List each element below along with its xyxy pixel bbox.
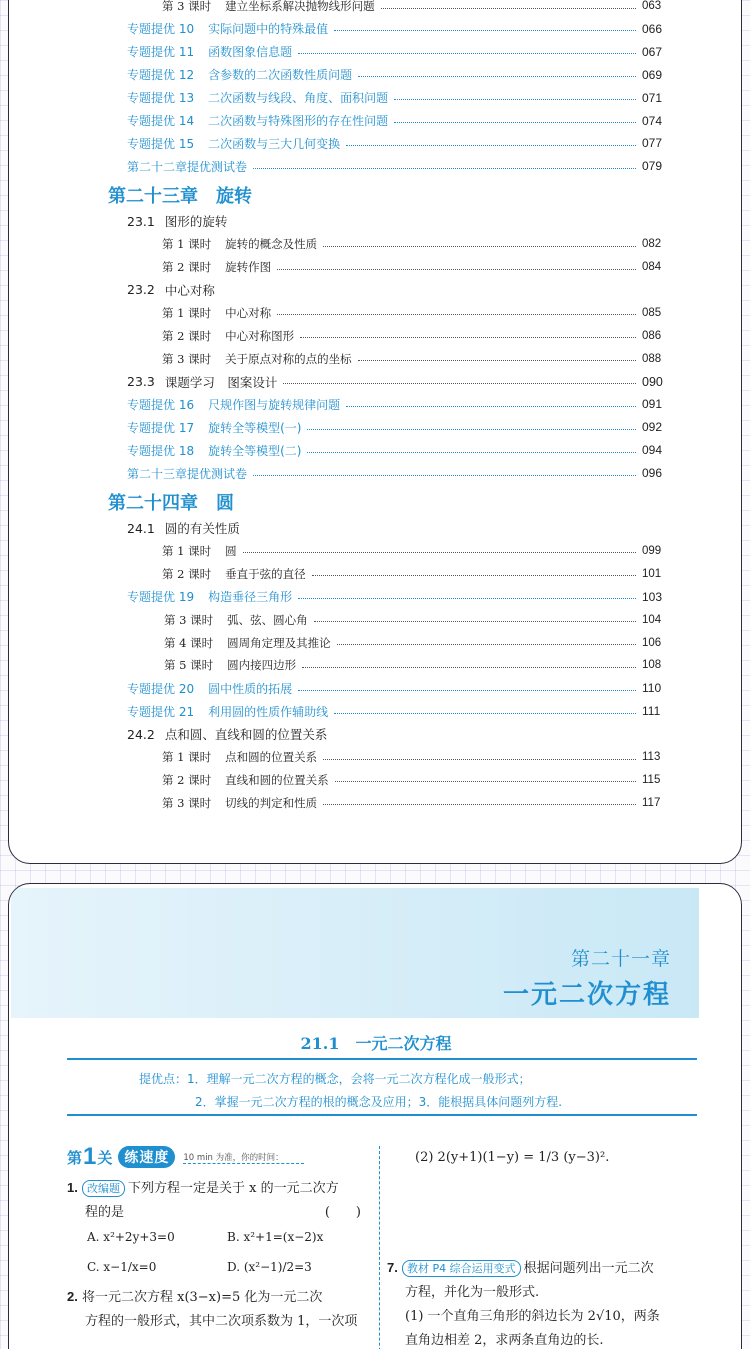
dot-leader [394, 99, 636, 100]
toc-entry-topic[interactable] [127, 156, 672, 176]
toc-entry-topic[interactable] [127, 65, 672, 85]
toc-entry-lesson[interactable] [162, 770, 672, 790]
toc-entry-section[interactable] [127, 280, 672, 300]
dot-leader [277, 269, 636, 270]
toc-entry-label: 24.2 [127, 726, 155, 742]
toc-entry-section[interactable] [127, 518, 672, 538]
dot-leader [334, 713, 636, 714]
question-7-tag: 教材 P4 综合运用变式 [402, 1260, 521, 1277]
toc-entry-title: 点和圆、直线和圆的位置关系 [164, 727, 328, 743]
divider-bottom [67, 1114, 697, 1116]
toc-entry-lesson[interactable] [162, 541, 672, 561]
toc-entry-label: 第 2 课时 [162, 566, 212, 581]
toc-entry-title: 垂直于弦的直径 [225, 566, 306, 581]
dot-leader [312, 575, 636, 576]
toc-entry-title: 利用圆的性质作辅助线 [208, 704, 329, 719]
toc-entry-page: 088 [642, 352, 662, 365]
toc-entry-title: 点和圆的位置关系 [225, 750, 318, 764]
question-2 [67, 1285, 369, 1334]
option-d: D. (x²−1)/2=3 [227, 1260, 312, 1274]
toc-entry-title: 二次函数与特殊图形的存在性问题 [208, 114, 389, 128]
toc-entry-label: 专题提优 15 [127, 136, 195, 151]
question-1 [67, 1176, 369, 1279]
toc-entry-label: 23.2 [127, 282, 155, 298]
toc-entry-section[interactable] [127, 211, 672, 231]
toc-entry-title: 尺规作图与旋转规律问题 [208, 397, 341, 412]
toc-entry-page: 115 [642, 773, 661, 786]
toc-entry-label: 第 4 课时 [164, 635, 214, 650]
toc-entry-title: 实际问题中的特殊最值 [208, 22, 329, 37]
toc-entry-title: 旋转全等模型(一) [208, 420, 302, 435]
toc-entry-label: 24.1 [127, 520, 155, 536]
toc-entry-title: 课题学习 图案设计 [164, 374, 278, 390]
question-2-text: 将一元二次方程 x(3−x)=5 化为一元二次 [81, 1290, 323, 1305]
toc-entry-title: 构造垂径三角形 [208, 590, 293, 605]
toc-entry-page: 103 [642, 589, 663, 604]
toc-entry-lesson[interactable] [162, 326, 672, 346]
toc-entry-topic[interactable] [127, 111, 672, 131]
toc-entry-label: 专题提优 18 [127, 443, 195, 458]
dot-leader [358, 76, 636, 77]
dot-leader [346, 145, 636, 146]
toc-entry-topic[interactable] [127, 587, 672, 607]
question-7-sub-1-cont: 直角边相差 2，求两条直角边的长. [405, 1333, 604, 1348]
toc-entry-page: 113 [642, 751, 661, 763]
toc-entry-label: 专题提优 20 [127, 681, 195, 696]
toc-entry-title: 函数图象信息题 [208, 45, 293, 60]
chapter-page-card [8, 883, 742, 1349]
level-header [67, 1144, 369, 1170]
dot-leader [335, 781, 636, 782]
question-1-tag: 改编题 [82, 1180, 125, 1197]
toc-entry-label: 第 1 课时 [162, 750, 212, 764]
dot-leader [314, 621, 636, 622]
toc-entry-label: 第 2 课时 [162, 772, 212, 787]
toc-entry-page: 063 [642, 0, 662, 12]
toc-entry-topic[interactable] [127, 701, 672, 721]
toc-entry-section[interactable] [127, 372, 672, 392]
dot-leader [253, 168, 636, 169]
dot-leader [298, 690, 636, 691]
toc-entry-topic[interactable] [127, 440, 672, 460]
toc-entry-label: 第 2 课时 [162, 328, 212, 343]
left-column [67, 1144, 369, 1334]
toc-entry-title: 圆周角定理及其推论 [227, 635, 331, 650]
level-di: 第 [67, 1148, 83, 1167]
toc-entry-title: 含参数的二次函数性质问题 [208, 68, 353, 83]
toc-entry-label: 第二十三章提优测试卷 [127, 466, 248, 481]
toc-entry-page: 082 [642, 238, 662, 251]
toc-entry-label: 专题提优 21 [127, 704, 195, 719]
dot-leader [298, 53, 636, 54]
dot-leader [307, 429, 636, 430]
question-7-sub-1: (1) 一个直角三角形的斜边长为 2√10，两条 [405, 1309, 660, 1324]
toc-entry-title: 圆 [225, 543, 237, 558]
chapter-heading [108, 489, 234, 515]
chapter-banner [11, 888, 699, 1018]
chapter-heading-title: 旋转 [216, 186, 252, 208]
toc-entry-lesson[interactable] [162, 349, 672, 369]
toc-entry-topic[interactable] [127, 133, 672, 153]
dot-leader [334, 30, 636, 31]
option-a: A. x²+2y+3=0 [87, 1230, 175, 1244]
goals-line-2: 2．掌握一元二次方程的根的概念及应用；3．能根据具体问题列方程. [195, 1095, 563, 1109]
option-b: B. x²+1=(x−2)x [227, 1230, 324, 1244]
toc-entry-label: 第 5 课时 [164, 658, 214, 673]
toc-entry-title: 中心对称 [225, 305, 272, 320]
toc-entry-title: 直线和圆的位置关系 [225, 772, 329, 787]
toc-entry-page: 096 [642, 466, 663, 481]
toc-entry-label: 第 3 课时 [164, 612, 214, 627]
toc-entry-label: 第 3 课时 [162, 795, 212, 810]
toc-entry-lesson[interactable] [162, 234, 672, 254]
toc-entry-page: 069 [642, 67, 663, 82]
toc-entry-page: 066 [642, 21, 663, 36]
equation-part-2: (2) 2(y+1)(1−y) = 1/3 (y−3)². [415, 1150, 610, 1165]
toc-entry-lesson[interactable] [164, 655, 672, 675]
toc-entry-lesson[interactable] [164, 633, 672, 653]
toc-entry-label: 专题提优 16 [127, 397, 195, 412]
toc-entry-page: 085 [642, 306, 662, 319]
toc-entry-label: 专题提优 19 [127, 590, 195, 605]
dot-leader [323, 759, 636, 760]
toc-entry-page: 106 [642, 636, 662, 649]
toc-entry-topic[interactable] [127, 42, 672, 62]
toc-entry-label: 第 1 课时 [162, 237, 212, 252]
dot-leader [323, 804, 636, 805]
right-column [387, 1146, 697, 1349]
column-divider [379, 1146, 380, 1349]
toc-entry-title: 二次函数与三大几何变换 [208, 136, 341, 151]
toc-entry-page: 110 [642, 681, 662, 696]
toc-entry-page: 091 [642, 397, 663, 412]
question-1-text: 下列方程一定是关于 x 的一元二次方 [127, 1181, 339, 1196]
toc-entry-topic[interactable] [127, 417, 672, 437]
toc-entry-topic[interactable] [127, 88, 672, 108]
time-note: 10 min 为准，你的时间： [183, 1151, 303, 1164]
chapter-heading-number: 第二十四章 [108, 493, 198, 514]
toc-entry-title: 旋转全等模型(二) [208, 443, 302, 458]
option-c: C. x−1/x=0 [87, 1260, 157, 1274]
toc-entry-page: 117 [642, 796, 661, 809]
dot-leader [381, 8, 636, 9]
question-7-text-2: 方程，并化为一般形式. [405, 1285, 540, 1300]
level-name-badge: 练速度 [118, 1146, 175, 1168]
toc-entry-label: 23.3 [127, 374, 155, 389]
toc-entry-label: 第二十二章提优测试卷 [127, 159, 248, 174]
dot-leader [283, 383, 636, 384]
toc-entry-label: 专题提优 13 [127, 91, 195, 106]
dot-leader [253, 475, 636, 476]
toc-entry-label: 专题提优 11 [127, 45, 195, 60]
dot-leader [277, 314, 636, 315]
chapter-heading-title: 圆 [216, 493, 234, 514]
toc-entry-title: 圆中性质的拓展 [208, 681, 293, 696]
toc-entry-page: 079 [642, 159, 663, 174]
toc-entry-title: 旋转作图 [225, 260, 272, 274]
chapter-number: 第二十一章 [570, 948, 671, 970]
toc-entry-page: 071 [642, 90, 663, 105]
toc-entry-label: 第 3 课时 [162, 0, 212, 13]
toc-entry-page: 086 [642, 329, 662, 342]
toc-entry-title: 切线的判定和性质 [225, 795, 318, 810]
divider-top [67, 1058, 697, 1060]
toc-entry-title: 中心对称 [164, 282, 215, 298]
toc-entry-lesson[interactable] [162, 564, 672, 584]
level-guan: 关 [97, 1148, 113, 1167]
toc-entry-title: 图形的旋转 [164, 214, 228, 230]
toc-entry-page: 077 [642, 136, 663, 151]
question-2-text-2: 方程的一般形式，其中二次项系数为 1，一次项 [85, 1314, 358, 1329]
toc-entry-topic[interactable] [127, 678, 672, 698]
toc-entry-label: 第 1 课时 [162, 305, 212, 320]
toc-entry-label: 第 3 课时 [162, 351, 212, 366]
toc-entry-page: 094 [642, 443, 663, 458]
toc-entry-page: 067 [642, 44, 663, 59]
toc-entry-label: 第 2 课时 [162, 260, 212, 274]
question-1-number: 1. [67, 1180, 78, 1195]
toc-entry-page: 092 [642, 420, 663, 435]
question-7-number: 7. [387, 1260, 398, 1275]
toc-entry-label: 专题提优 14 [127, 114, 195, 128]
goals-line-1: 提优点：1．理解一元二次方程的概念，会将一元二次方程化成一般形式； [139, 1072, 531, 1086]
toc-entry-topic[interactable] [127, 394, 672, 414]
toc-entry-topic[interactable] [127, 19, 672, 39]
toc-entry-page: 084 [642, 261, 662, 273]
answer-parenthesis: ( ) [324, 1205, 361, 1220]
question-1-text-2: 程的是 [85, 1205, 125, 1220]
toc-entry-page: 074 [642, 113, 663, 128]
dot-leader [337, 644, 636, 645]
toc-entry-title: 关于原点对称的点的坐标 [225, 351, 352, 366]
dot-leader [243, 552, 636, 553]
toc-entry-section[interactable] [127, 724, 672, 744]
toc-entry-title: 旋转的概念及性质 [225, 237, 318, 252]
chapter-heading-number: 第二十三章 [108, 186, 198, 208]
toc-entry-page: 104 [642, 613, 662, 626]
level-number: 1 [83, 1143, 97, 1170]
dot-leader [394, 122, 636, 123]
toc-entry-title: 圆的有关性质 [164, 521, 240, 536]
toc-entry-title: 建立坐标系解决抛物线形问题 [225, 0, 375, 13]
toc-entry-title: 圆内接四边形 [227, 658, 297, 673]
question-7-text: 根据问题列出一元二次 [523, 1261, 654, 1276]
toc-entry-page: 108 [642, 659, 662, 672]
toc-entry-title: 弧、弦、圆心角 [227, 612, 308, 627]
toc-entry-title: 中心对称图形 [225, 328, 295, 343]
toc-entry-label: 专题提优 10 [127, 22, 195, 37]
question-2-number: 2. [67, 1289, 78, 1304]
toc-entry-label: 第 1 课时 [162, 543, 212, 558]
toc-entry-lesson[interactable] [162, 303, 672, 323]
toc-entry-topic[interactable] [127, 463, 672, 483]
dot-leader [323, 246, 636, 247]
toc-entry-title: 二次函数与线段、角度、面积问题 [208, 91, 389, 106]
toc-entry-label: 专题提优 17 [127, 420, 195, 435]
section-title: 21.1 一元二次方程 [300, 1034, 452, 1053]
toc-entry-label: 23.1 [127, 213, 155, 229]
toc-entry-lesson[interactable] [162, 257, 672, 277]
toc-entry-label: 专题提优 12 [127, 68, 195, 83]
dot-leader [346, 406, 636, 407]
chapter-heading [108, 182, 252, 208]
dot-leader [302, 667, 636, 668]
toc-entry-lesson[interactable] [164, 610, 672, 630]
dot-leader [307, 452, 636, 453]
dot-leader [300, 337, 636, 338]
toc-entry-lesson[interactable] [162, 747, 672, 767]
toc-entry-lesson[interactable] [162, 793, 672, 813]
question-7 [387, 1256, 697, 1349]
toc-entry-page: 101 [642, 567, 662, 580]
chapter-title: 一元二次方程 [502, 980, 671, 1010]
dot-leader [358, 360, 636, 361]
toc-entry-page: 099 [642, 544, 662, 557]
toc-entry-page: 090 [642, 374, 663, 389]
toc-entry-page: 111 [642, 704, 661, 719]
dot-leader [298, 598, 636, 599]
toc-entry-lesson[interactable] [162, 0, 672, 16]
